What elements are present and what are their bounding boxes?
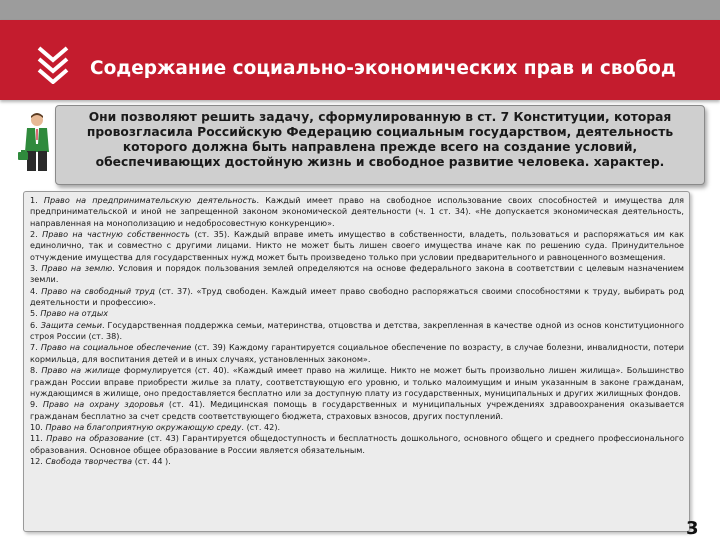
businessman-icon: [18, 112, 52, 174]
list-item: 8. Право на жилище формулируется (ст. 40). «Каждый имеет право на жилище. Никто не может быть произвольно лишен жилища». Большинство граждан России вправе приобрести жилье за плату, соответствующую его уровню, и только малоимущим и иным указанным в законе гражданам, нуждающимся в жилище, оно предоставляется бесплатно или за доступную плату из государственных, муниципальных и других жилищных фондов.: [30, 365, 685, 398]
list-item: 1. Право на предпринимательскую деятельность. Каждый имеет право на свободное использование своих способностей и имущества для предпринимательской и иной не запрещенной законом экономической деятельности (ч. 1 ст. 34). «Не допускается экономическая деятельность, направленная на монополизацию и недобросовестную конкуренцию».: [30, 195, 684, 228]
list-item: 7. Право на социальное обеспечение (ст. 39) Каждому гарантируется социальное обеспечение по возрасту, в случае болезни, инвалидности, потери кормильца, для воспитания детей и в иных случаях, установленных законом».: [30, 342, 685, 364]
page-number: 3: [686, 518, 699, 539]
list-item: 6. Защита семьи. Государственная поддержка семьи, материнства, отцовства и детства, закрепленная в качестве одной из основ конституционного строя России (ст. 38).: [30, 319, 684, 342]
rights-list: [23, 191, 690, 532]
lead-text: Они позволяют решить задачу, сформулированную в ст. 7 Конституции, которая провозгласила Российскую Федерацию социальным государством, деятельность которого должна быть направлена прежде всего на создание условий, обеспечивающих достойную жизнь и свободное развитие человека. характер.: [55, 105, 705, 185]
top-strip: [0, 0, 720, 20]
list-item: 9. Право на охрану здоровья (ст. 41). Медицинская помощь в государственных и муниципальных учреждениях здравоохранения оказывается гражданам бесплатно за счет средств соответствующего бюджета, страховых взносов, других поступлений.: [30, 399, 685, 421]
list-item: 4. Право на свободный труд (ст. 37). «Труд свободен. Каждый имеет право свободно распоряжаться своими способностями к труду, выбирать род деятельности и профессию».: [30, 285, 684, 308]
chevron-down-icon: [36, 44, 70, 84]
list-item: 11. Право на образование (ст. 43) Гарантируется общедоступность и бесплатность дошкольного, основного общего и среднего профессионального образования. Основное общее образование в России является обязательным.: [30, 433, 684, 455]
list-item: 2. Право на частную собственность (ст. 35). Каждый вправе иметь имущество в собственности, владеть, пользоваться и распоряжаться им как единолично, так и совместно с другими лицами. Никто не может быть лишен своего имущества иначе как по решению суда. Принудительное отчуждение имущества для государственных нужд может быть произведено только при условии предварительного и равноценного возмещения.: [30, 229, 684, 262]
header-banner: [0, 20, 720, 100]
list-item: 3. Право на землю. Условия и порядок пользования землей определяются на основе федерального закона в соответствии с целевым назначением земли.: [30, 263, 685, 285]
list-item: 5. Право на отдых: [30, 308, 109, 319]
page-title: Содержание социально-экономических прав и свобод: [90, 58, 676, 79]
list-item: 12. Свобода творчества (ст. 44 ).: [30, 455, 171, 466]
list-item: 10. Право на благоприятную окружающую среду. (ст. 42).: [30, 421, 281, 432]
